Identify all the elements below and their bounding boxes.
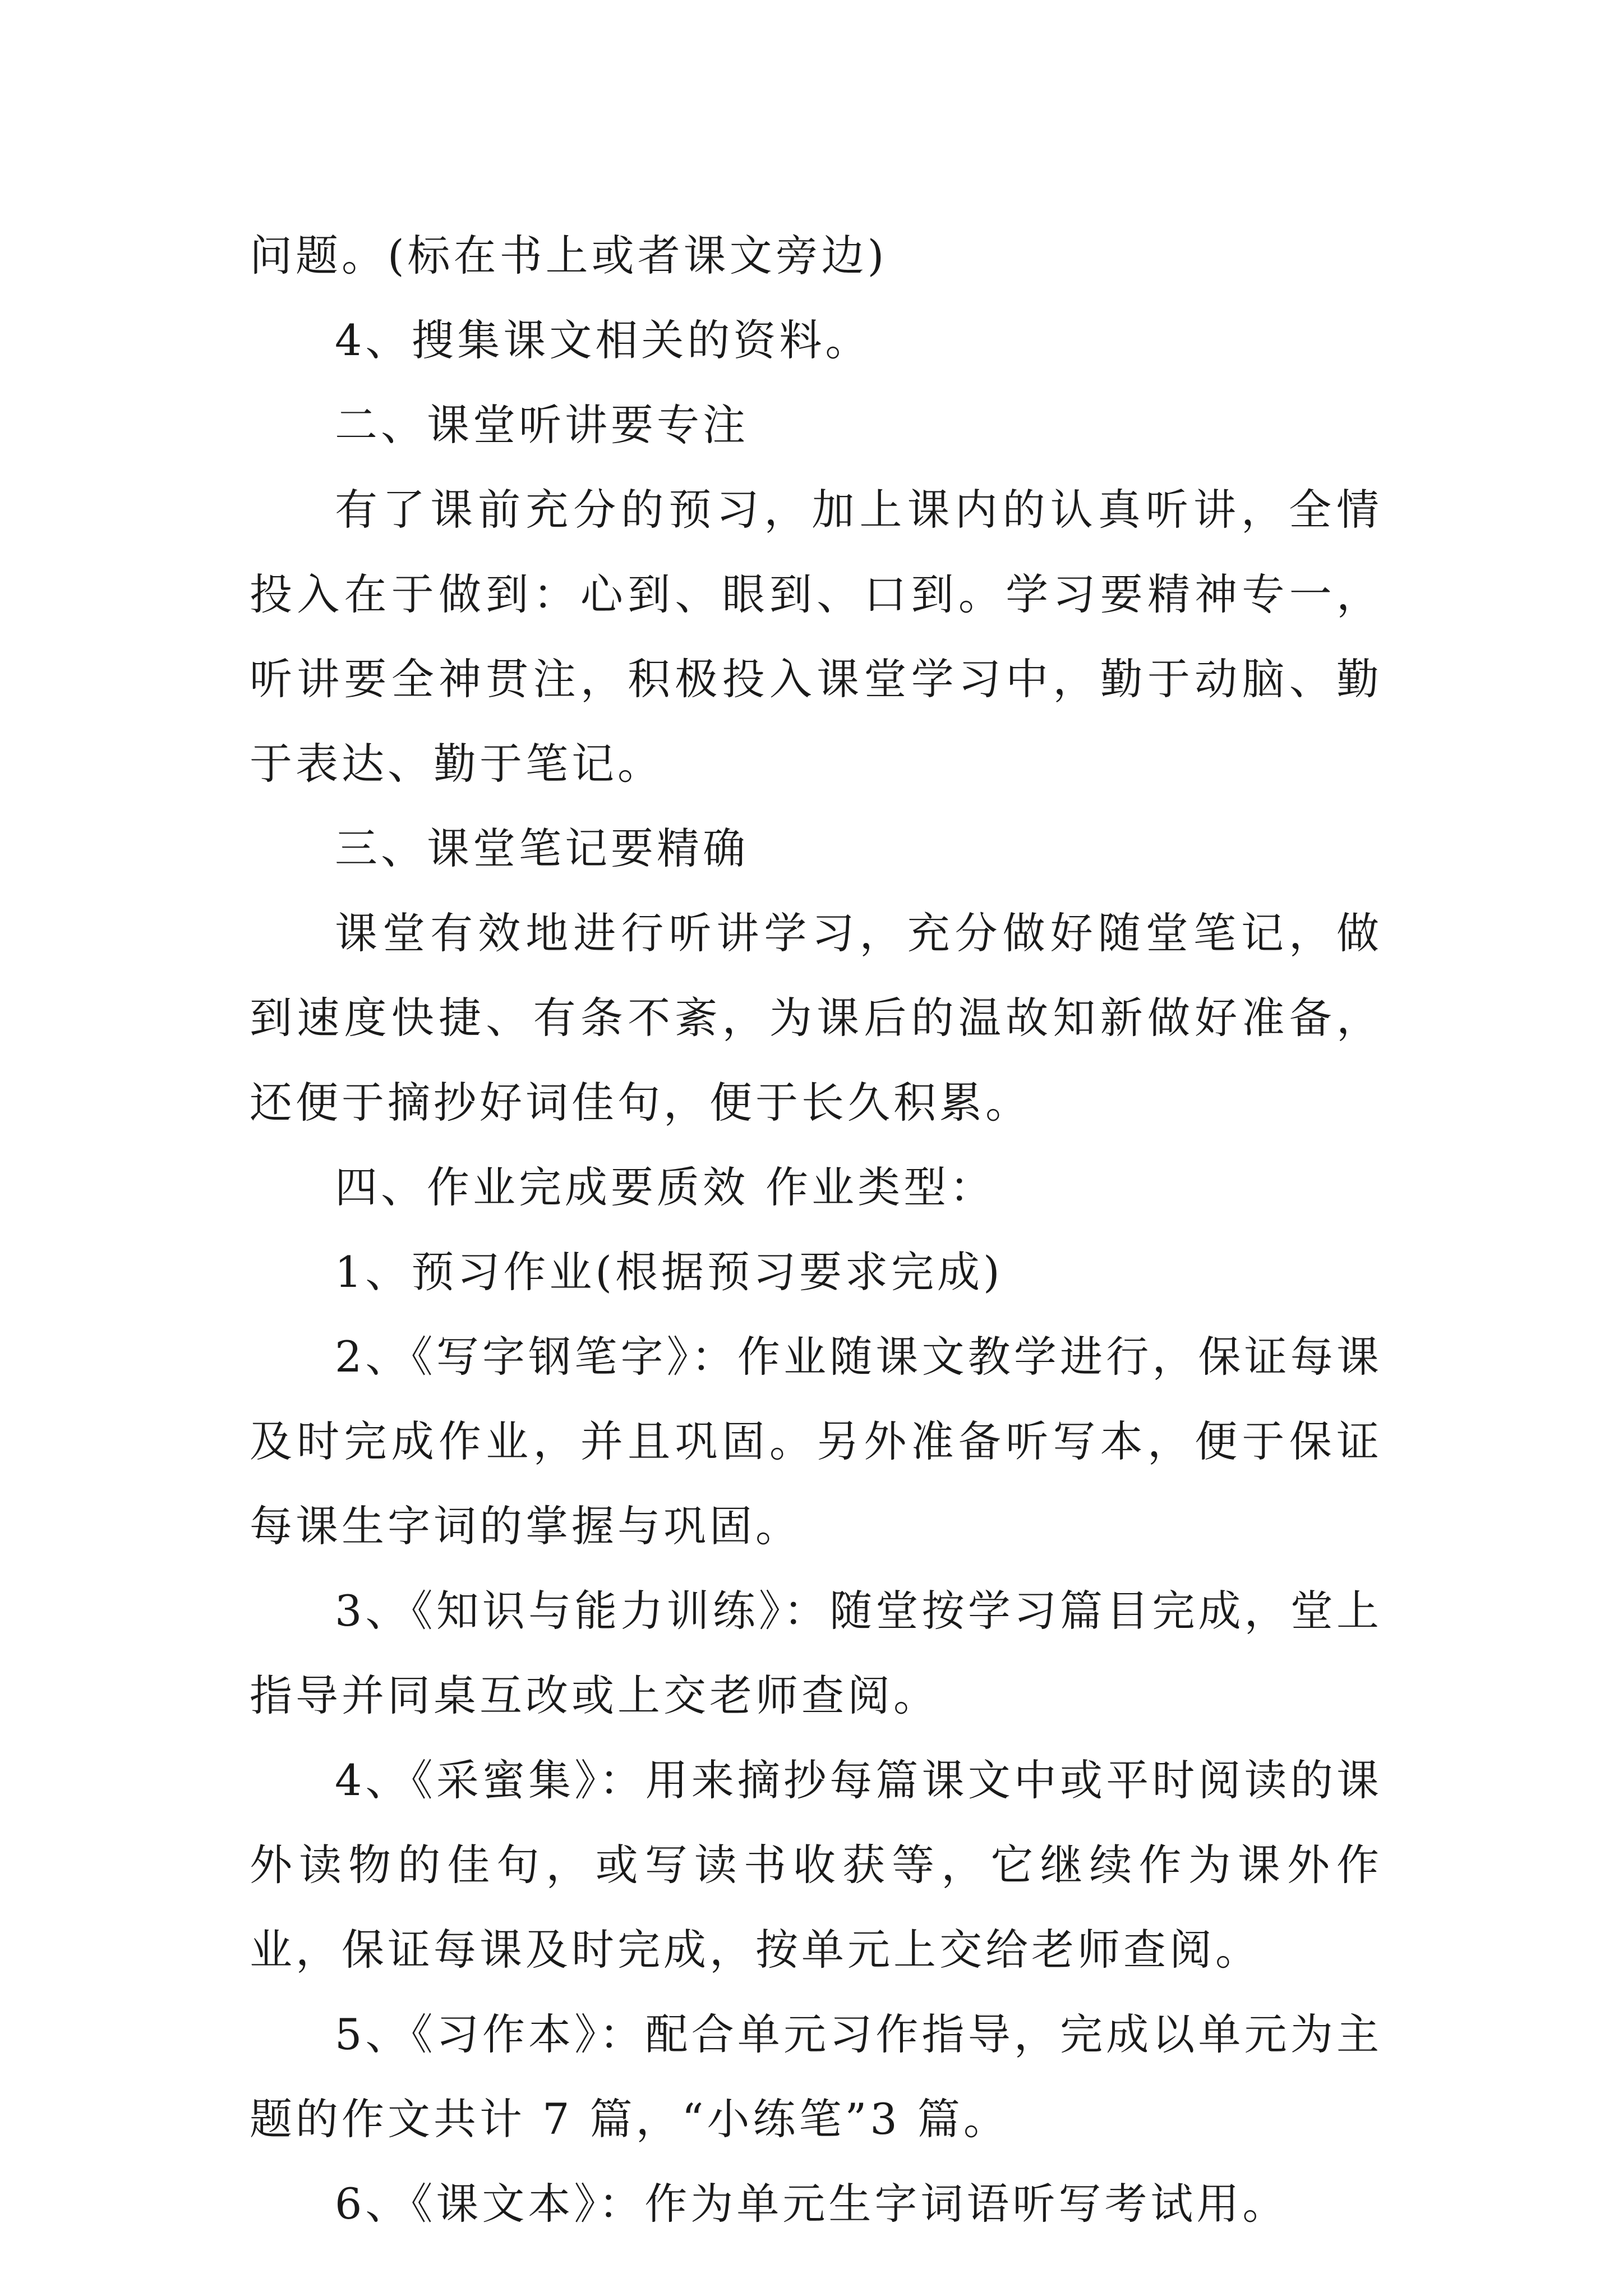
paragraph-continuation: 问题。(标在书上或者课文旁边) bbox=[250, 231, 888, 280]
list-item-text-book: 6、《课文本》：作为单元生字词语听写考试用。 bbox=[335, 2179, 1289, 2229]
list-item-knowledge-training: 3、《知识与能力训练》：随堂按学习篇目完成，堂上指导并同桌互改或上交老师查阅。 bbox=[250, 1586, 1382, 1720]
paragraph-listening: 有了课前充分的预习，加上课内的认真听讲，全情投入在于做到：心到、眼到、口到。学习要精神专一，听讲要全神贯注，积极投入课堂学习中，勤于动脑、勤于表达、勤于笔记。 bbox=[250, 485, 1382, 789]
list-item-preview-homework: 1、预习作业(根据预习要求完成) bbox=[335, 1247, 1003, 1297]
list-item-collect-materials: 4、搜集课文相关的资料。 bbox=[335, 315, 872, 365]
section-heading-notes: 三、课堂笔记要精确 bbox=[335, 823, 749, 873]
list-item-excerpt-collection: 4、《采蜜集》：用来摘抄每篇课文中或平时阅读的课外读物的佳句，或写读书收获等，它继续作为课外作业，保证每课及时完成，按单元上交给老师查阅。 bbox=[250, 1755, 1382, 1975]
section-heading-homework: 四、作业完成要质效 作业类型： bbox=[335, 1162, 996, 1212]
list-item-pen-writing: 2、《写字钢笔字》：作业随课文教学进行，保证每课及时完成作业，并且巩固。另外准备听写本，便于保证每课生字词的掌握与巩固。 bbox=[250, 1332, 1382, 1551]
document-body bbox=[250, 213, 1382, 2246]
section-heading-listening: 二、课堂听讲要专注 bbox=[335, 400, 749, 450]
list-item-composition-book: 5、《习作本》：配合单元习作指导，完成以单元为主题的作文共计 7 篇，“小练笔”3 篇。 bbox=[250, 2009, 1382, 2144]
paragraph-notes: 课堂有效地进行听讲学习，充分做好随堂笔记，做到速度快捷、有条不紊，为课后的温故知新做好准备，还便于摘抄好词佳句，便于长久积累。 bbox=[250, 908, 1382, 1128]
